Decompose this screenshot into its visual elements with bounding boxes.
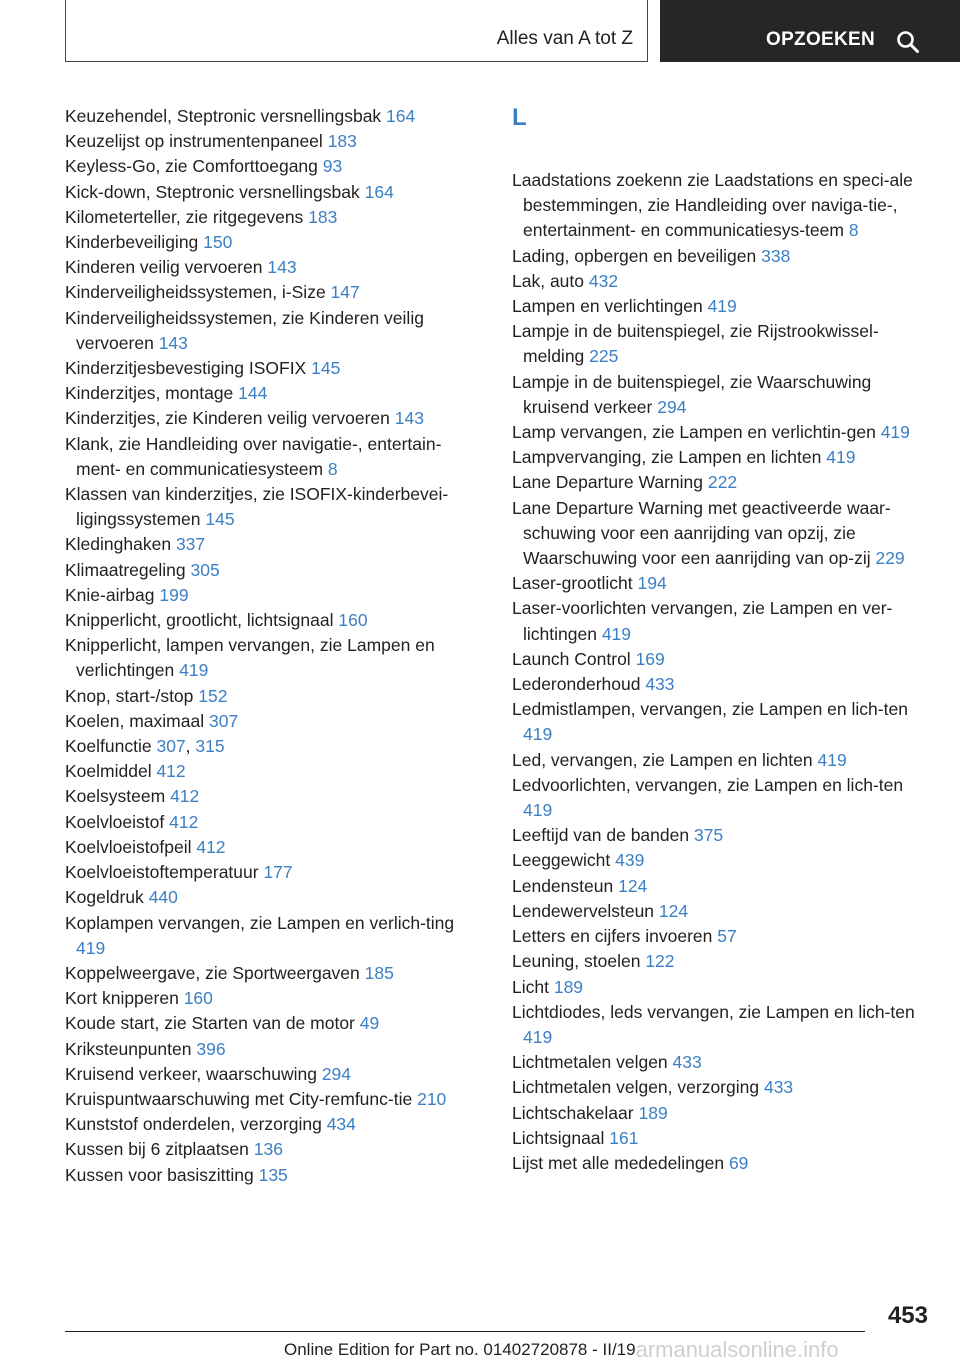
page-link[interactable]: 8 — [327, 458, 338, 479]
index-entry — [512, 294, 932, 319]
index-entry — [512, 596, 932, 646]
index-entry — [65, 104, 485, 129]
index-entry — [512, 823, 932, 848]
index-entry-label: Koppelweergave, zie Sportweergaven — [65, 962, 360, 983]
index-entry — [65, 961, 485, 986]
index-entry-label: Koelvloeistoftemperatuur — [65, 862, 259, 883]
footer-edition — [284, 1337, 839, 1363]
page-link[interactable]: 419 — [880, 422, 910, 443]
index-entry — [65, 280, 485, 305]
index-entry — [512, 1151, 932, 1176]
page-link[interactable]: 199 — [159, 584, 189, 605]
index-entry-label: Lampen en verlichtingen — [512, 296, 703, 317]
index-entry — [512, 571, 932, 596]
page-link[interactable]: 194 — [637, 573, 667, 594]
index-entry-label: Keuzelijst op instrumentenpaneel — [65, 131, 323, 152]
index-entry — [512, 269, 932, 294]
index-entry — [65, 986, 485, 1011]
index-entry — [512, 848, 932, 873]
page-link[interactable]: 433 — [763, 1077, 794, 1098]
index-entry — [512, 244, 932, 269]
page-link[interactable]: 124 — [658, 900, 689, 921]
index-entry-label: Launch Control — [512, 648, 631, 669]
page-link[interactable]: 69 — [728, 1152, 749, 1173]
index-entry — [65, 482, 485, 532]
index-entry-label: Lane Departure Warning met geactiveerde waar-schuwing voor een aanrijding van opzij, zie Waarschuwing voor een aanrijding van op-zij — [512, 497, 891, 569]
page-link[interactable]: 210 — [417, 1088, 447, 1109]
index-entry-label: Laadstations zoekenn zie Laadstations en speci-ale bestemmingen, zie Handleiding over naviga-tie-, entertainment- en communicatiesys-teem — [512, 170, 913, 241]
page-link[interactable]: 143 — [158, 332, 188, 353]
index-entry-label: Kinderzitjes, montage — [65, 383, 234, 404]
page-link[interactable]: 49 — [359, 1013, 380, 1034]
index-entry — [512, 748, 932, 773]
index-entry-label: Kort knipperen — [65, 988, 179, 1009]
index-entry — [512, 445, 932, 470]
page-link[interactable]: 8 — [848, 220, 859, 241]
page-link[interactable]: 434 — [326, 1114, 356, 1135]
page-link[interactable]: 412 — [156, 761, 186, 782]
page-link[interactable]: 177 — [263, 862, 293, 883]
index-entry-label: Ledmistlampen, vervangen, zie Lampen en lich-ten — [512, 699, 908, 720]
page-link[interactable]: 419 — [707, 296, 737, 317]
page-link[interactable]: 432 — [588, 270, 619, 291]
index-entry-label: Laser-grootlicht — [512, 573, 633, 594]
index-entry-label: Kruisend verkeer, waarschuwing — [65, 1063, 317, 1084]
index-entry — [512, 773, 932, 823]
page-number: 453 — [887, 1302, 928, 1329]
index-entry — [512, 370, 932, 420]
page-link[interactable]: 419 — [817, 749, 847, 770]
index-entry-label: Kussen voor basiszitting — [65, 1164, 254, 1185]
index-entry-label: Lane Departure Warning — [512, 472, 703, 493]
page-link[interactable]: 412 — [170, 786, 200, 807]
index-entry-label: Lampvervanging, zie Lampen en lichten — [512, 447, 822, 468]
index-entry — [65, 759, 485, 784]
page-link[interactable]: 222 — [707, 472, 738, 493]
index-entry — [65, 381, 485, 406]
index-entry — [512, 697, 932, 747]
page-link[interactable]: 189 — [638, 1102, 668, 1123]
page-link[interactable]: 143 — [267, 257, 297, 278]
page-link[interactable]: 185 — [364, 962, 394, 983]
index-entry — [512, 1075, 932, 1100]
index-entry — [65, 1037, 485, 1062]
index-entry — [512, 975, 932, 1000]
index-entry-label: Kinderzitjes, zie Kinderen veilig vervoeren — [65, 408, 390, 429]
page-link[interactable]: 419 — [179, 660, 209, 681]
page-link[interactable]: 143 — [394, 408, 424, 429]
index-entry — [65, 608, 485, 633]
search-icon — [896, 30, 920, 54]
index-entry-label: Lichtschakelaar — [512, 1102, 634, 1123]
index-entry — [512, 168, 932, 244]
index-entry-label: Lak, auto — [512, 270, 584, 291]
index-entry-label: Leeftijd van de banden — [512, 825, 690, 846]
index-entry-label: Knie-airbag — [65, 584, 155, 605]
index-entry — [512, 496, 932, 572]
page-link[interactable]: 433 — [645, 674, 675, 695]
index-entry-label: Kinderveiligheidssystemen, i-Size — [65, 282, 326, 303]
index-entry-label: Lederonderhoud — [512, 674, 641, 695]
index-entry-label: Lichtsignaal — [512, 1127, 605, 1148]
index-entry — [65, 532, 485, 557]
index-entry — [512, 874, 932, 899]
index-entry-label: Kinderzitjesbevestiging ISOFIX — [65, 358, 307, 379]
index-entry — [65, 885, 485, 910]
index-entry-label: Koelen, maximaal — [65, 710, 205, 731]
page-link[interactable]: 144 — [238, 383, 268, 404]
index-entry — [65, 129, 485, 154]
index-entry: Koelfunctie 307, 315 — [65, 736, 225, 757]
index-entry-label: Koelvloeistofpeil — [65, 836, 192, 857]
index-entry-label: Kruispuntwaarschuwing met City-remfunc-tie — [65, 1088, 413, 1109]
page-link[interactable]: 93 — [322, 156, 343, 177]
index-entry — [512, 1126, 932, 1151]
index-entry-label: Laser-voorlichten vervangen, zie Lampen en ver-lichtingen — [512, 598, 893, 644]
index-entry — [65, 784, 485, 809]
index-entry — [65, 1087, 485, 1112]
index-entry — [512, 319, 932, 369]
index-entry-label: Lendensteun — [512, 875, 614, 896]
page-link[interactable]: 307 — [208, 710, 239, 731]
page-link[interactable]: 419 — [826, 447, 856, 468]
index-entry — [65, 709, 485, 734]
page-link[interactable]: 396 — [196, 1038, 226, 1059]
index-entry-label: Kinderveiligheidssystemen, zie Kinderen veilig vervoeren — [65, 307, 424, 353]
index-entry-label: Kick-down, Steptronic versnellingsbak — [65, 181, 360, 202]
page-link[interactable]: 160 — [338, 610, 368, 631]
page-link[interactable]: 183 — [308, 206, 338, 227]
search-button-label: OPZOEKEN — [766, 29, 876, 50]
page-link[interactable]: 145 — [311, 358, 341, 379]
page-link[interactable]: 161 — [609, 1127, 639, 1148]
index-entry — [65, 154, 485, 179]
page-link[interactable]: 147 — [330, 282, 360, 303]
index-entry-label: Lamp vervangen, zie Lampen en verlichtin-gen — [512, 422, 876, 443]
index-entry-label: Leuning, stoelen — [512, 951, 641, 972]
index-entry-label: Koude start, zie Starten van de motor — [65, 1013, 355, 1034]
index-entry — [65, 810, 485, 835]
index-entry — [65, 633, 485, 683]
index-entry-label: Kogeldruk — [65, 887, 144, 908]
page-link[interactable]: 160 — [183, 988, 213, 1009]
footer-divider — [65, 1331, 865, 1332]
index-entry — [65, 1137, 485, 1162]
index-entry-label: Lading, opbergen en beveiligen — [512, 245, 757, 266]
index-entry — [512, 420, 932, 445]
index-entry-label: Koelfunctie — [65, 736, 152, 757]
index-entry — [512, 470, 932, 495]
index-entry — [512, 1101, 932, 1126]
page-link[interactable]: 150 — [203, 232, 233, 253]
index-entry-label: Kussen bij 6 zitplaatsen — [65, 1139, 249, 1160]
page-link[interactable]: 183 — [327, 131, 357, 152]
page-link[interactable]: 419 — [76, 937, 106, 958]
page-link[interactable]: 229 — [875, 548, 905, 569]
index-entry — [65, 684, 485, 709]
page-link[interactable]: 124 — [618, 875, 648, 896]
page-link[interactable]: 294 — [321, 1063, 352, 1084]
index-entry — [65, 230, 485, 255]
index-entry — [65, 306, 485, 356]
page-link[interactable]: 439 — [615, 850, 645, 871]
index-entry — [65, 1011, 485, 1036]
index-entry — [512, 1050, 932, 1075]
index-entry — [65, 911, 485, 961]
page-link[interactable]: 136 — [253, 1139, 283, 1160]
index-entry-label: Koelvloeistof — [65, 811, 165, 832]
index-entry-label: Kledinghaken — [65, 534, 172, 555]
page-link[interactable]: 189 — [553, 976, 584, 997]
index-entry-label: Lampje in de buitenspiegel, zie Rijstrookwissel-melding — [512, 321, 879, 367]
index-entry — [65, 180, 485, 205]
index-entry — [65, 406, 485, 431]
page-link[interactable]: 419 — [601, 623, 632, 644]
index-entry-label: Kilometerteller, zie ritgegevens — [65, 206, 304, 227]
section-tab-label: Alles van A tot Z — [496, 28, 633, 49]
index-entry — [512, 949, 932, 974]
index-entry-label: Knipperlicht, grootlicht, lichtsignaal — [65, 610, 334, 631]
index-entry-label: Lichtdiodes, leds vervangen, zie Lampen en lich-ten — [512, 1001, 915, 1022]
index-entry-label: Kriksteunpunten — [65, 1038, 192, 1059]
index-entry — [65, 1163, 485, 1188]
index-entry-label: Klimaatregeling — [65, 559, 186, 580]
index-entry — [65, 356, 485, 381]
index-entry-label: Kunststof onderdelen, verzorging — [65, 1114, 322, 1135]
index-entry-label: Lijst met alle mededelingen — [512, 1152, 725, 1173]
page-link[interactable]: 164 — [386, 106, 416, 126]
index-entry-label: Licht — [512, 976, 549, 997]
index-entry-label: Knop, start-/stop — [65, 685, 194, 706]
page-link[interactable]: 225 — [589, 346, 619, 367]
page-link[interactable]: 433 — [672, 1052, 702, 1073]
index-entry — [65, 255, 485, 280]
page-link[interactable]: 294 — [657, 396, 687, 417]
index-entry-label: Knipperlicht, lampen vervangen, zie Lampen en verlichtingen — [65, 635, 435, 681]
index-entry-label: Lendewervelsteun — [512, 900, 655, 921]
index-entry-label: Led, vervangen, zie Lampen en lichten — [512, 749, 813, 770]
index-entry-label: Lichtmetalen velgen, verzorging — [512, 1077, 760, 1098]
index-entry — [65, 583, 485, 608]
index-entry — [512, 899, 932, 924]
page-link[interactable]: 145 — [205, 509, 235, 530]
page-link[interactable]: 419 — [523, 1026, 553, 1047]
index-column-left — [65, 104, 485, 1188]
edition-text: Online Edition for Part no. 01402720878 - II/19 — [284, 1340, 636, 1359]
index-entry-label: Koplampen vervangen, zie Lampen en verlich-ting — [65, 912, 455, 933]
index-entry-label: Koelmiddel — [65, 761, 152, 782]
page-link[interactable]: 337 — [175, 534, 206, 555]
index-entry — [65, 432, 485, 482]
index-entry-label: Kinderen veilig vervoeren — [65, 257, 263, 278]
page-link[interactable]: 164 — [364, 181, 394, 202]
section-letter: L — [512, 104, 527, 131]
page-link[interactable]: 122 — [645, 951, 675, 972]
index-entry-label: Keyless-Go, zie Comforttoegang — [65, 156, 318, 177]
index-entry-label: Klassen van kinderzitjes, zie ISOFIX-kinderbevei-ligingssystemen — [65, 484, 449, 530]
index-entry-label: Ledvoorlichten, vervangen, zie Lampen en lich-ten — [512, 774, 904, 795]
index-entry — [65, 558, 485, 583]
page-link[interactable]: 419 — [523, 800, 553, 821]
index-entry-label: Leeggewicht — [512, 850, 611, 871]
index-entry — [65, 1062, 485, 1087]
page-link[interactable]: 307 — [156, 736, 186, 757]
index-entry — [512, 1000, 932, 1050]
page-link[interactable]: 338 — [761, 245, 791, 266]
page-link[interactable]: 305 — [190, 559, 220, 580]
index-entry — [65, 1112, 485, 1137]
page-link[interactable]: 315 — [195, 736, 225, 757]
page-link[interactable]: 152 — [198, 685, 228, 706]
index-entry-label: Keuzehendel, Steptronic versnellingsbak — [65, 106, 382, 126]
page-link[interactable]: 135 — [258, 1164, 288, 1185]
watermark: armanualsonline.info — [635, 1337, 839, 1362]
page-link[interactable]: 169 — [635, 648, 665, 669]
page-link[interactable]: 440 — [148, 887, 178, 908]
index-entry-label: Klank, zie Handleiding over navigatie-, entertain-ment- en communicatiesysteem — [65, 433, 442, 479]
index-entry — [65, 835, 485, 860]
index-entry-label: Lichtmetalen velgen — [512, 1052, 668, 1073]
index-entry — [65, 205, 485, 230]
index-entry-label: Lampje in de buitenspiegel, zie Waarschuwing kruisend verkeer — [512, 371, 872, 417]
page-link[interactable]: 419 — [523, 724, 553, 745]
page-link[interactable]: 412 — [196, 836, 226, 857]
index-entry — [512, 672, 932, 697]
index-entry-label: Koelsysteem — [65, 786, 166, 807]
index-entry-label: Letters en cijfers invoeren — [512, 926, 713, 947]
page-link[interactable]: 412 — [169, 811, 199, 832]
page-link[interactable]: 375 — [693, 825, 724, 846]
section-tab[interactable] — [65, 0, 648, 62]
index-entry-label: Kinderbeveiliging — [65, 232, 199, 253]
index-entry — [512, 647, 932, 672]
index-column-right — [512, 104, 932, 1176]
index-entry — [65, 860, 485, 885]
index-entry — [512, 924, 932, 949]
page-link[interactable]: 57 — [717, 926, 737, 947]
